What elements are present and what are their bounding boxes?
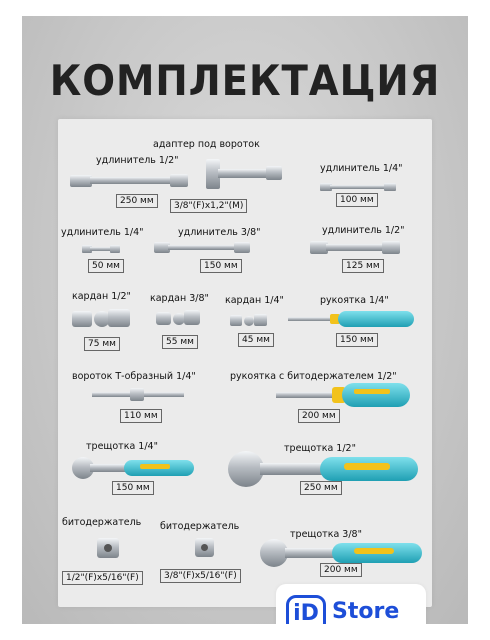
item-size-ext-half-125: 125 мм [342, 259, 384, 273]
page-title: КОМПЛЕКТАЦИЯ [49, 56, 441, 105]
extension-half-125-icon [310, 239, 406, 257]
adapter-icon [196, 157, 286, 191]
item-label-handle-quarter: рукоятка 1/4" [320, 295, 389, 306]
item-label-ratchet-half: трещотка 1/2" [284, 443, 356, 454]
item-label-ujoint-quarter: кардан 1/4" [225, 295, 284, 306]
brand-logo [276, 584, 426, 624]
bit-holder-38-icon [194, 537, 216, 559]
item-label-adapter: адаптер под вороток [153, 139, 260, 150]
ujoint-38-icon [156, 307, 202, 331]
item-size-ratchet-38: 200 мм [320, 563, 362, 577]
item-size-ext-half-250: 250 мм [116, 194, 158, 208]
item-label-ext-quarter-50: удлинитель 1/4" [61, 227, 144, 238]
item-size-bit-handle: 200 мм [298, 409, 340, 423]
item-size-ext-quarter-50: 50 мм [88, 259, 124, 273]
extension-quarter-50-icon [82, 243, 122, 255]
item-size-bit-holder-38: 3/8"(F)x5/16"(F) [160, 569, 241, 583]
item-label-ext-half-250: удлинитель 1/2" [96, 155, 179, 166]
item-size-ratchet-half: 250 мм [300, 481, 342, 495]
extension-38-150-icon [154, 240, 254, 256]
extension-half-250-icon [70, 169, 190, 191]
bit-handle-icon [276, 379, 416, 411]
handle-quarter-icon [288, 309, 418, 329]
item-size-tbar: 110 мм [120, 409, 162, 423]
item-label-bit-holder-38: битодержатель [160, 521, 240, 532]
bit-holder-half-icon [96, 537, 120, 559]
item-size-ext-quarter-100: 100 мм [336, 193, 378, 207]
item-size-ujoint-quarter: 45 мм [238, 333, 274, 347]
item-label-ratchet-38: трещотка 3/8" [290, 529, 362, 540]
item-label-ratchet-quarter: трещотка 1/4" [86, 441, 158, 452]
ujoint-half-icon [72, 305, 132, 333]
item-size-adapter: 3/8"(F)x1,2"(M) [170, 199, 247, 213]
tbar-icon [92, 387, 192, 403]
item-label-ujoint-half: кардан 1/2" [72, 291, 131, 302]
brand-logo-box: iD [286, 595, 326, 624]
item-size-ratchet-quarter: 150 мм [112, 481, 154, 495]
item-label-tbar: вороток Т-образный 1/4" [72, 371, 196, 382]
item-label-bit-holder-half: битодержатель [62, 517, 142, 528]
contents-panel [58, 119, 432, 607]
item-size-ujoint-half: 75 мм [84, 337, 120, 351]
item-label-ext-half-125: удлинитель 1/2" [322, 225, 405, 236]
poster [22, 16, 468, 624]
item-size-bit-holder-half: 1/2"(F)x5/16"(F) [62, 571, 143, 585]
item-label-bit-handle: рукоятка с битодержателем 1/2" [230, 371, 397, 382]
item-size-ext-38-150: 150 мм [200, 259, 242, 273]
item-label-ext-quarter-100: удлинитель 1/4" [320, 163, 403, 174]
ujoint-quarter-icon [230, 311, 270, 331]
brand-logo-text: Store [332, 599, 400, 624]
item-label-ujoint-38: кардан 3/8" [150, 293, 209, 304]
item-size-handle-quarter: 150 мм [336, 333, 378, 347]
item-size-ujoint-38: 55 мм [162, 335, 198, 349]
ratchet-quarter-icon [70, 455, 200, 481]
item-label-ext-38-150: удлинитель 3/8" [178, 227, 261, 238]
extension-quarter-100-icon [320, 181, 400, 193]
